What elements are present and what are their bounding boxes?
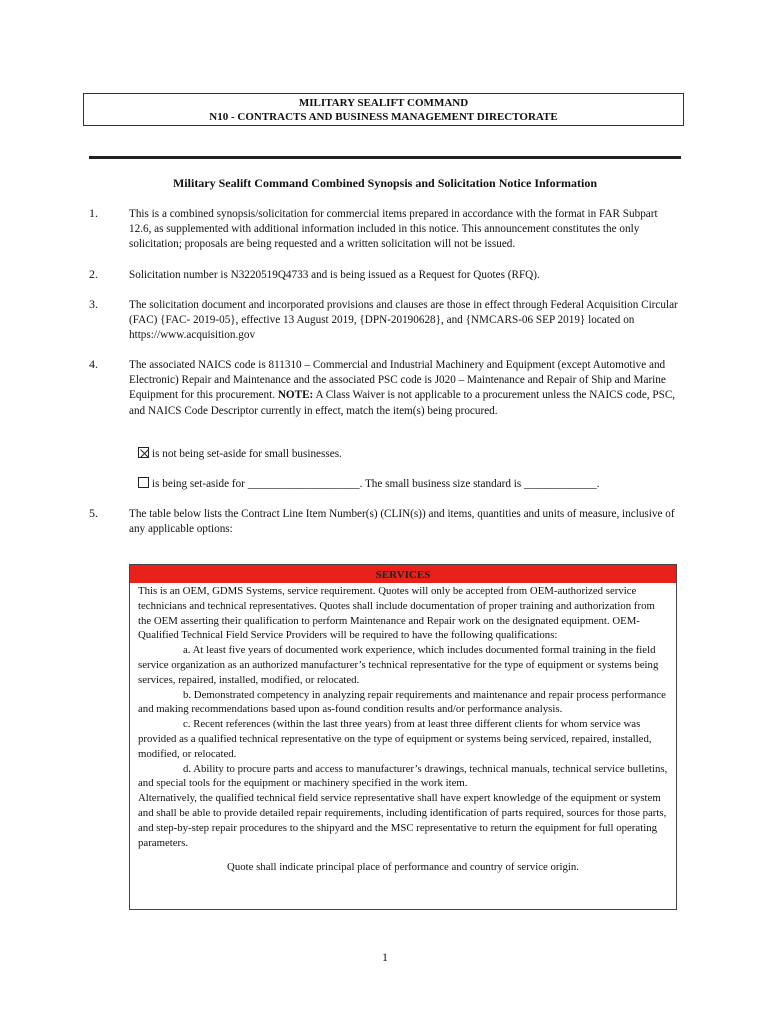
item-4-text-part-1: The associated NAICS code is 811310 – Commercial and Industrial Machinery and Equipment (except Automotive and Electronic) Repair and Maintenance and the associated PSC code is J020 – Maintenance and Repair of Ship and Marine Equipment for this procurement. bbox=[129, 359, 666, 402]
services-header: SERVICES bbox=[130, 565, 676, 583]
item-4-text-part-2: A Class Waiver is not applicable to a procurement unless the NAICS code, PSC, and NAICS Code Descriptor currently in effect, match the item(s) being procured. bbox=[129, 389, 676, 417]
letterhead-line-1: MILITARY SEALIFT COMMAND bbox=[298, 97, 469, 109]
qualification-b: b. Demonstrated competency in analyzing repair requirements and maintenance and repair process performance and making recommendations based upon as-found condition results and/or performance analysis. bbox=[138, 688, 666, 716]
set-aside-option-yes-label: is being set-aside for ____________________. The small business size standard is _____________. bbox=[152, 478, 600, 490]
check-x-icon bbox=[139, 448, 150, 459]
page-number: 1 bbox=[382, 950, 388, 964]
item-number-3: 3. bbox=[89, 297, 98, 311]
qualification-c: c. Recent references (within the last three years) from at least three different clients for whom service was provided as a qualified technical representative on the type of equipment or systems being serviced, repaired, installed, modified, or relocated. bbox=[138, 718, 652, 760]
horizontal-rule bbox=[89, 156, 681, 159]
item-text-1: This is a combined synopsis/solicitation for commercial items prepared in accordance with the format in FAR Subpart 12.6, as supplemented with additional information included in this notice. This announcement constitutes the only solicitation; proposals are being requested and a written solicitation will not be issued. bbox=[129, 208, 658, 251]
item-text-4 bbox=[129, 358, 682, 419]
services-quote-line: Quote shall indicate principal place of performance and country of service origin. bbox=[227, 861, 579, 874]
note-label: NOTE: bbox=[277, 389, 314, 402]
services-body bbox=[130, 583, 676, 875]
services-alternative: Alternatively, the qualified technical field service representative shall have expert knowledge of the equipment or system and shall be able to provide detailed repair requirements, including identification of parts required, sources for those parts, and step-by-step repair procedures to the shipyard and the MSC representative to return the equipment for full operating parameters. bbox=[138, 792, 667, 849]
item-number-4: 4. bbox=[89, 357, 98, 371]
item-number-1: 1. bbox=[89, 206, 98, 220]
document-title: Military Sealift Command Combined Synopsis and Solicitation Notice Information bbox=[172, 176, 598, 190]
set-aside-option-not bbox=[138, 447, 342, 462]
item-text-3: The solicitation document and incorporated provisions and clauses are those in effect through Federal Acquisition Circular (FAC) {FAC- 2019-05}, effective 13 August 2019, {DPN-20190628}, and {NMCARS-06 SEP 2019} located on https://www.acquisition.gov bbox=[129, 299, 678, 342]
item-number-5: 5. bbox=[89, 506, 98, 520]
unchecked-checkbox[interactable] bbox=[138, 477, 149, 488]
letterhead-box bbox=[83, 93, 684, 126]
services-table bbox=[129, 564, 677, 910]
item-number-2: 2. bbox=[89, 267, 98, 281]
item-text-5: The table below lists the Contract Line Item Number(s) (CLIN(s)) and items, quantities and units of measure, inclusive of any applicable options: bbox=[129, 508, 675, 536]
letterhead-line-2: N10 - CONTRACTS AND BUSINESS MANAGEMENT DIRECTORATE bbox=[209, 111, 558, 123]
checked-checkbox[interactable] bbox=[138, 447, 149, 458]
qualification-a: a. At least five years of documented work experience, which includes documented formal training in the field service organization as an authorized manufacturer’s technical representative for the type of equipment or systems being services, repaired, installed, modified, or relocated. bbox=[138, 644, 659, 686]
item-text-2: Solicitation number is N3220519Q4733 and is being issued as a Request for Quotes (RFQ). bbox=[129, 269, 540, 281]
set-aside-option-yes bbox=[138, 477, 600, 492]
qualification-d: d. Ability to procure parts and access to manufacturer’s drawings, technical manuals, technical service bulletins, and special tools for the equipment or machinery specified in the work item. bbox=[138, 762, 668, 790]
services-intro: This is an OEM, GDMS Systems, service requirement. Quotes will only be accepted from OEM-authorized service technicians and technical representatives. Quotes shall include documentation of proper training and authorization from the OEM asserting their qualification to perform Maintenance and Repair work on the designated equipment. OEM-Qualified Technical Field Service Providers will be required to have the following qualifications: bbox=[138, 585, 655, 642]
set-aside-option-not-label: is not being set-aside for small businesses. bbox=[152, 448, 342, 460]
